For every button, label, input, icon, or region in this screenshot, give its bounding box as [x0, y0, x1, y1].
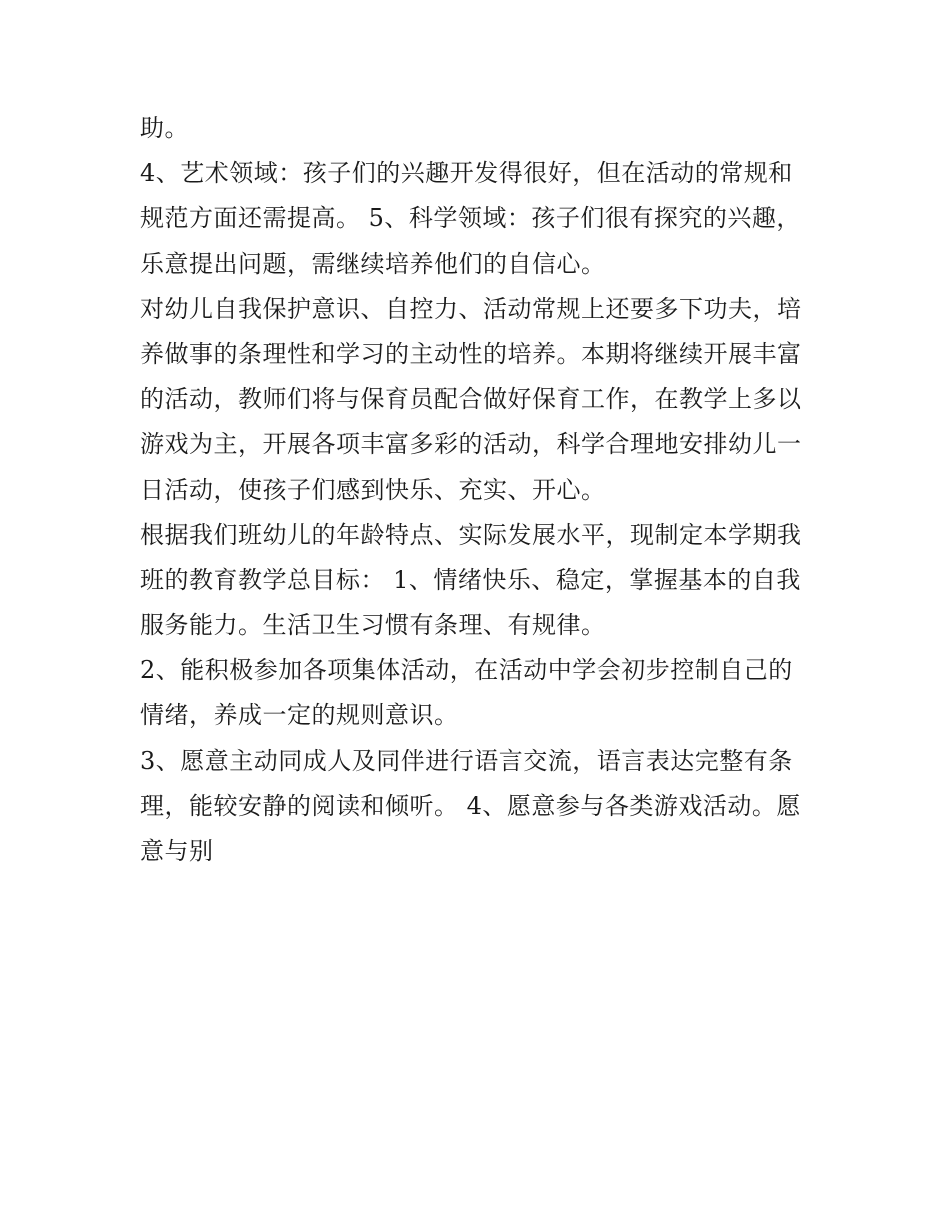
text-line: 规范方面还需提高。 5、科学领域：孩子们很有探究的兴趣， [140, 204, 801, 233]
text-line: 3、愿意主动同成人及同伴进行语言交流，语言表达完整有条 [140, 746, 793, 775]
text-line: 日活动，使孩子们感到快乐、充实、开心。 [140, 475, 606, 504]
text-line: 服务能力。生活卫生习惯有条理、有规律。 [140, 611, 606, 640]
text-line: 养做事的条理性和学习的主动性的培养。本期将继续开展丰富 [140, 339, 802, 368]
text-line: 的活动，教师们将与保育员配合做好保育工作，在教学上多以 [140, 385, 802, 414]
text-line: 助。 [140, 114, 189, 142]
text-line: 理，能较安静的阅读和倾听。 4、愿意参与各类游戏活动。愿 [140, 791, 801, 820]
text-line: 4、艺术领域：孩子们的兴趣开发得很好，但在活动的常规和 [140, 159, 793, 188]
text-line: 对幼儿自我保护意识、自控力、活动常规上还要多下功夫，培 [140, 294, 802, 323]
text-line: 意与别 [140, 837, 214, 865]
text-line: 乐意提出问题，需继续培养他们的自信心。 [140, 249, 606, 278]
text-line: 班的教育教学总目标： 1、情绪快乐、稳定，掌握基本的自我 [140, 565, 801, 594]
text-line: 2、能积极参加各项集体活动，在活动中学会初步控制自己的 [140, 656, 793, 685]
text-line: 情绪，养成一定的规则意识。 [140, 701, 459, 730]
document-body [140, 106, 820, 874]
text-line: 根据我们班幼儿的年龄特点、实际发展水平，现制定本学期我 [140, 520, 802, 549]
text-line: 游戏为主，开展各项丰富多彩的活动，科学合理地安排幼儿一 [140, 430, 802, 459]
